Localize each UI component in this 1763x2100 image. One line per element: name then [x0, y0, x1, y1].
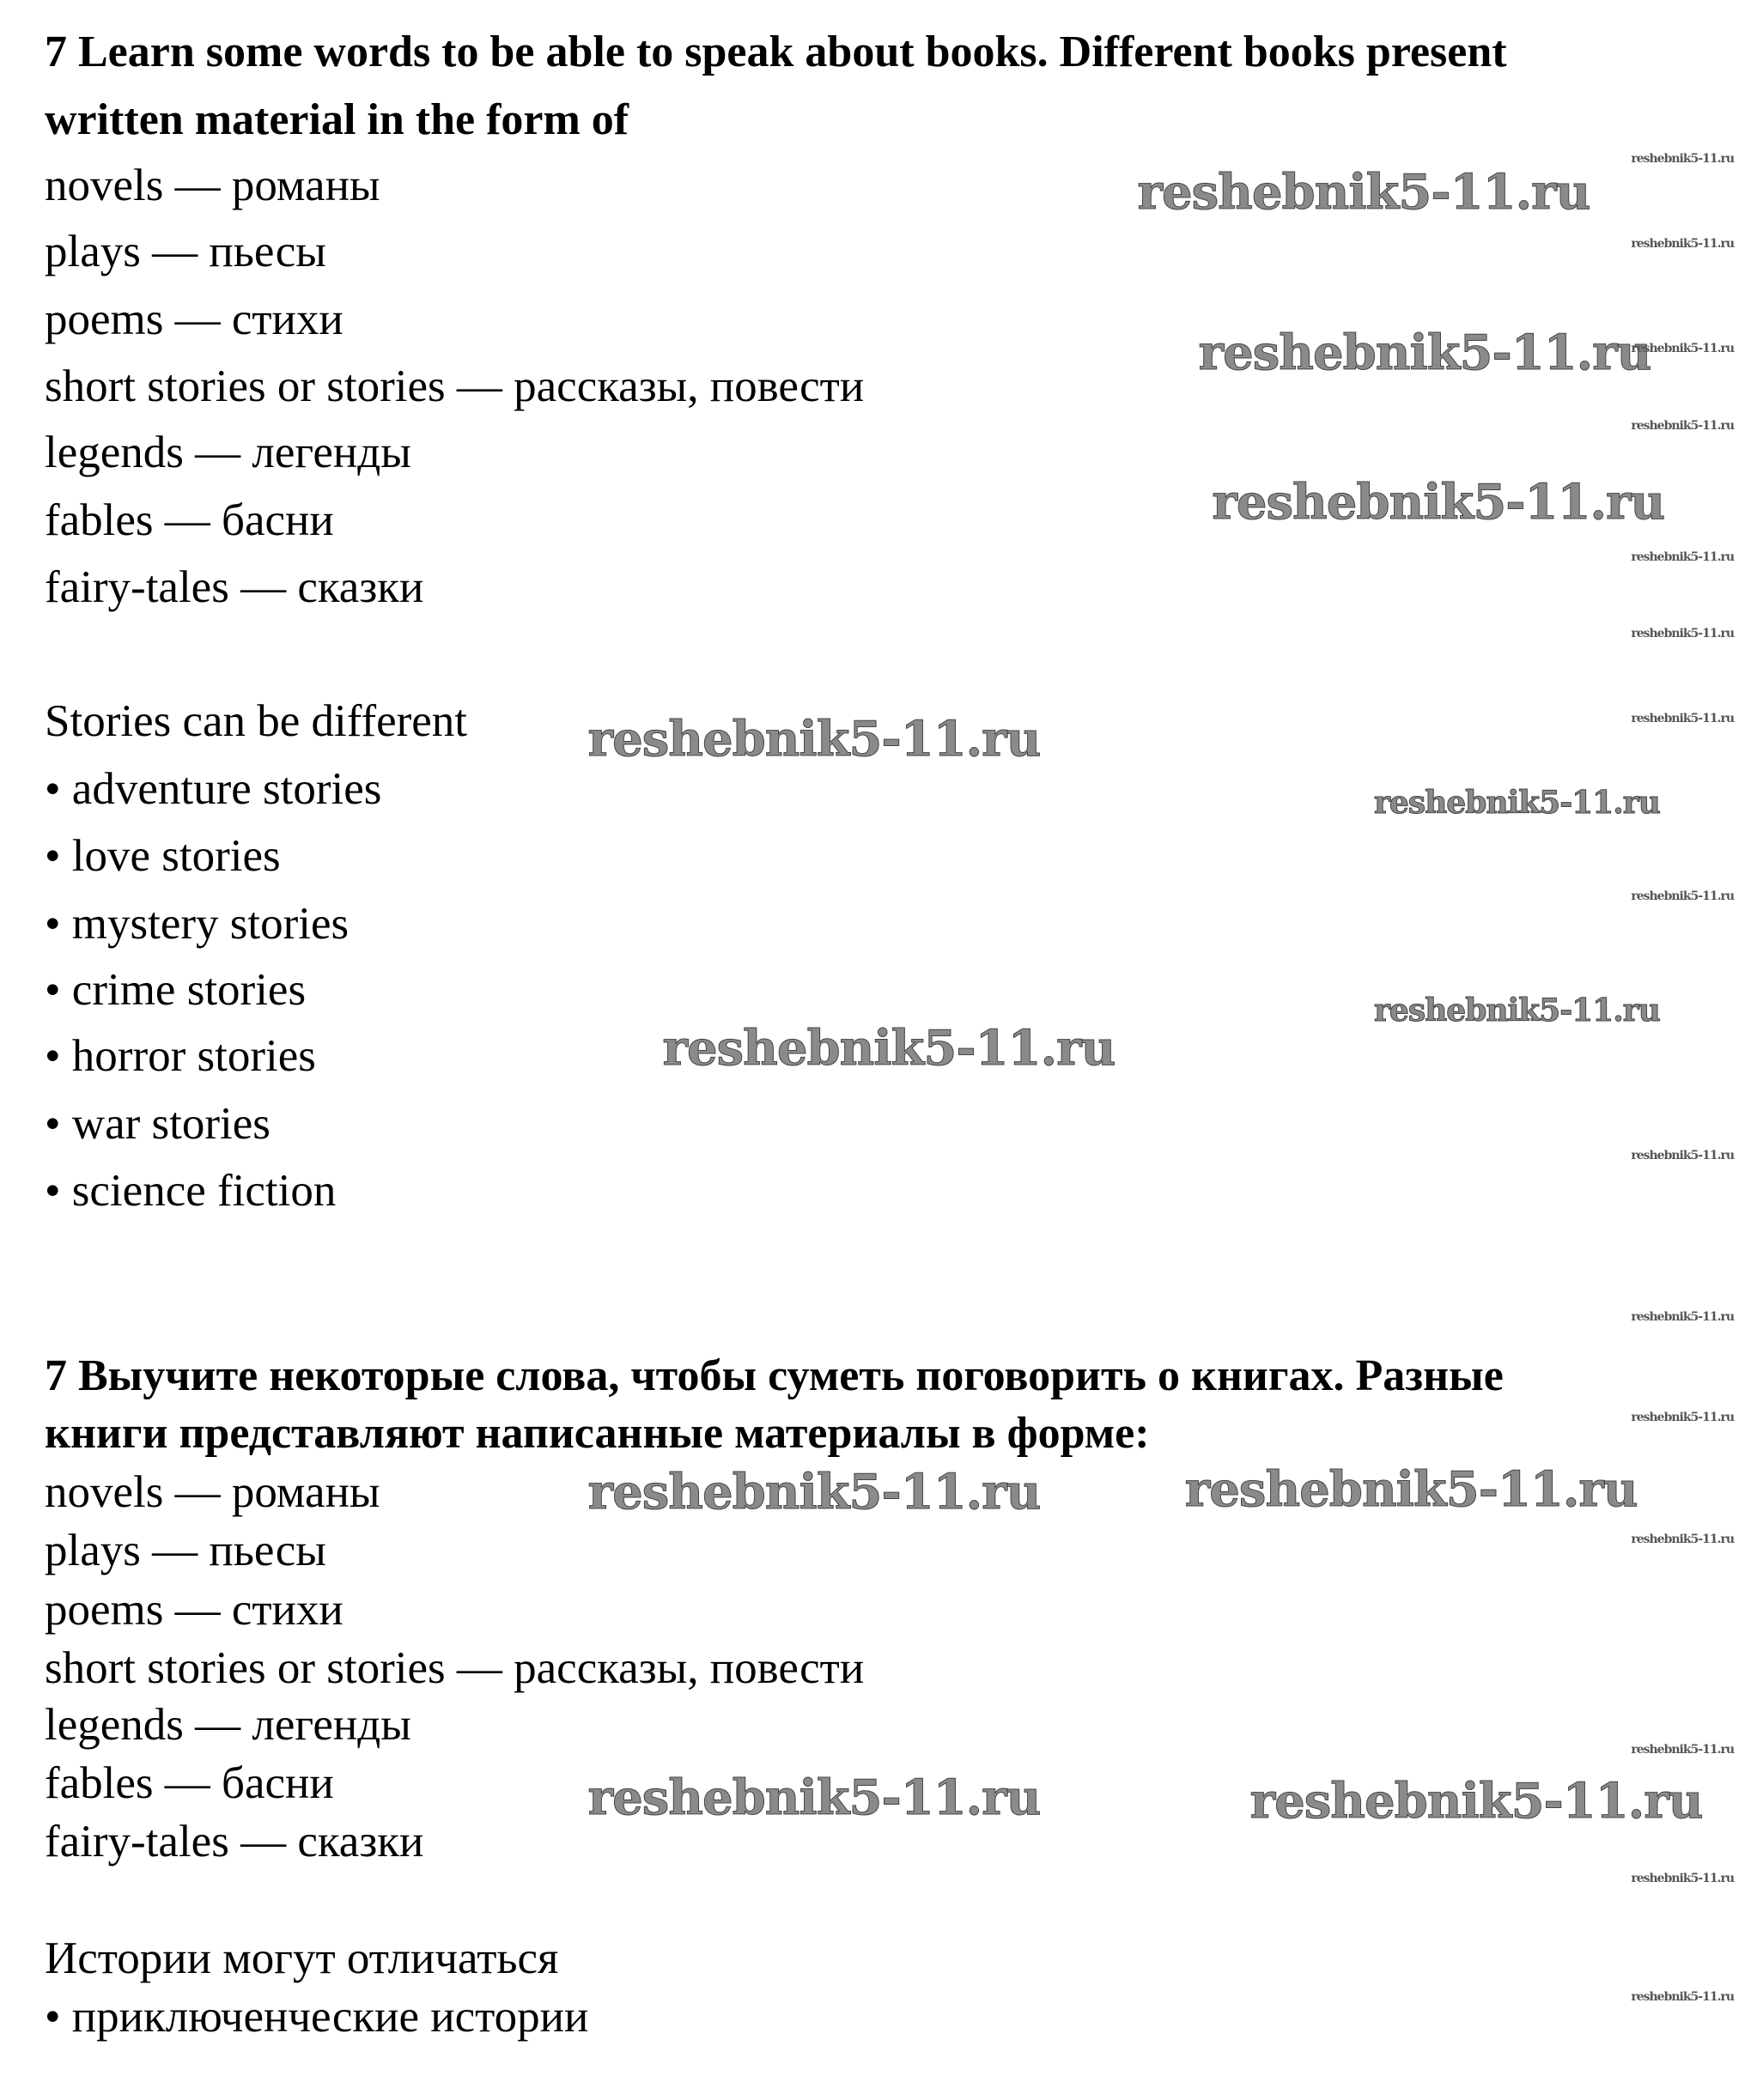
vocabulary-item: fairy-tales — сказки: [45, 561, 424, 612]
story-type-item: • mystery stories: [45, 898, 350, 949]
vocabulary-item: fables — басни: [45, 1758, 334, 1809]
vocabulary-item: plays — пьесы: [45, 1525, 326, 1575]
story-type-item: • love stories: [45, 830, 281, 881]
translation-title: книги представляют написанные материалы в форме:: [45, 1408, 1150, 1458]
watermark: reshebnik5-11.ru: [1249, 1773, 1703, 1830]
story-type-item: • приключенческие истории: [45, 1992, 589, 2042]
watermark: reshebnik5-11.ru: [1184, 1460, 1638, 1518]
vocabulary-item: novels — романы: [45, 1466, 380, 1517]
watermark: reshebnik5-11.ru: [587, 1464, 1041, 1520]
watermark: reshebnik5-11.ru: [1631, 626, 1735, 640]
story-type-item: • adventure stories: [45, 764, 382, 815]
vocabulary-item: plays — пьесы: [45, 227, 326, 277]
stories-heading: Истории могут отличаться: [45, 1933, 559, 1984]
watermark: reshebnik5-11.ru: [1631, 889, 1735, 904]
watermark: reshebnik5-11.ru: [587, 711, 1041, 768]
exercise-title: written material in the form of: [45, 95, 629, 145]
story-type-item: • crime stories: [45, 964, 307, 1015]
story-type-item: • science fiction: [45, 1165, 337, 1216]
watermark: reshebnik5-11.ru: [1631, 419, 1735, 434]
watermark: reshebnik5-11.ru: [1373, 785, 1660, 822]
story-type-item: • horror stories: [45, 1031, 316, 1082]
stories-heading: Stories can be different: [45, 696, 468, 747]
watermark: reshebnik5-11.ru: [1373, 992, 1660, 1029]
vocabulary-item: fairy-tales — сказки: [45, 1817, 424, 1867]
exercise-title: 7 Learn some words to be able to speak about books. Different books present: [45, 27, 1507, 77]
watermark: reshebnik5-11.ru: [1631, 1149, 1735, 1163]
watermark: reshebnik5-11.ru: [1631, 550, 1735, 565]
vocabulary-item: short stories or stories — рассказы, повести: [45, 361, 865, 411]
watermark: reshebnik5-11.ru: [1631, 1743, 1735, 1757]
watermark: reshebnik5-11.ru: [1631, 712, 1735, 726]
watermark: reshebnik5-11.ru: [1631, 237, 1735, 252]
story-type-item: • war stories: [45, 1099, 271, 1150]
vocabulary-item: legends — легенды: [45, 428, 411, 478]
watermark: reshebnik5-11.ru: [1631, 151, 1735, 166]
translation-title: 7 Выучите некоторые слова, чтобы суметь поговорить о книгах. Разные: [45, 1351, 1504, 1401]
vocabulary-item: legends — легенды: [45, 1700, 411, 1751]
vocabulary-item: fables — басни: [45, 495, 334, 546]
vocabulary-item: novels — романы: [45, 161, 380, 211]
watermark: reshebnik5-11.ru: [662, 1020, 1116, 1077]
watermark: reshebnik5-11.ru: [1631, 1310, 1735, 1325]
watermark: reshebnik5-11.ru: [1137, 164, 1590, 222]
watermark: reshebnik5-11.ru: [587, 1769, 1041, 1826]
watermark: reshebnik5-11.ru: [1631, 1411, 1735, 1425]
vocabulary-item: short stories or stories — рассказы, повести: [45, 1642, 865, 1693]
watermark: reshebnik5-11.ru: [1631, 342, 1735, 356]
vocabulary-item: poems — стихи: [45, 294, 343, 345]
watermark: reshebnik5-11.ru: [1631, 1872, 1735, 1886]
watermark: reshebnik5-11.ru: [1212, 473, 1665, 531]
watermark: reshebnik5-11.ru: [1631, 1533, 1735, 1547]
watermark: reshebnik5-11.ru: [1631, 1989, 1735, 2004]
watermark: reshebnik5-11.ru: [1198, 324, 1651, 381]
vocabulary-item: poems — стихи: [45, 1585, 343, 1636]
